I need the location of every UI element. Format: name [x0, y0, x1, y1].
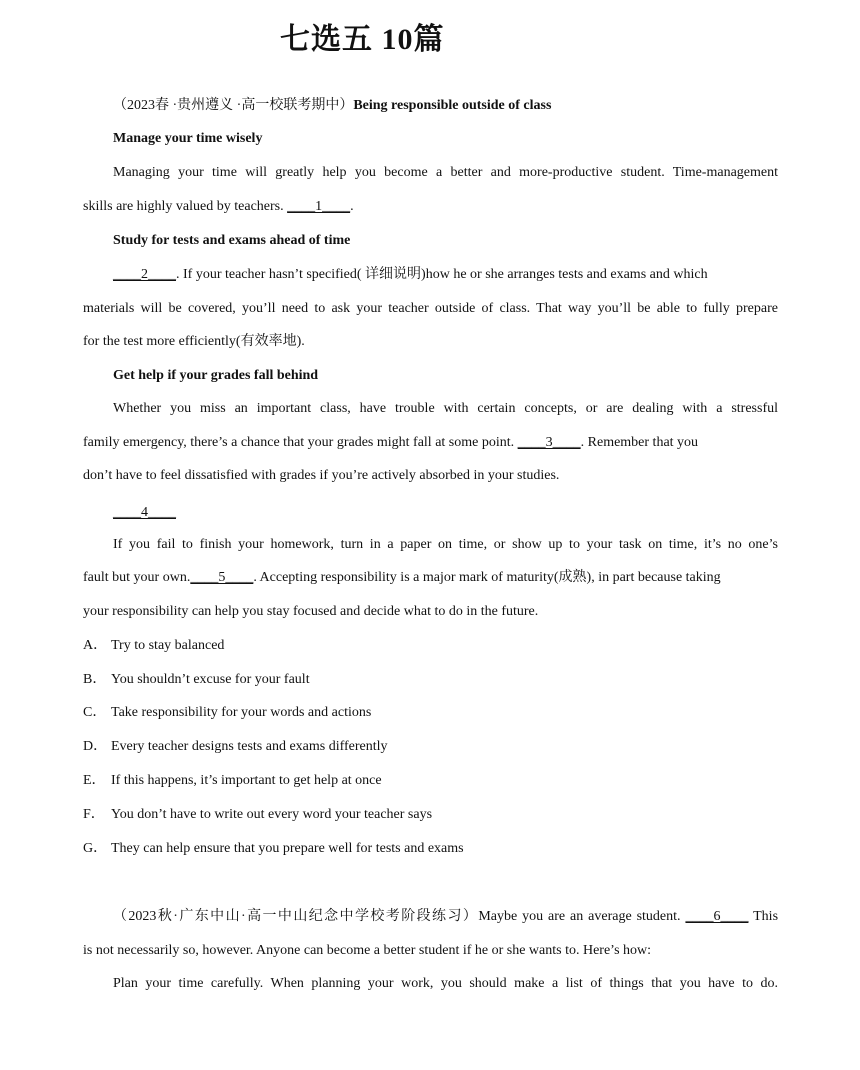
paragraph2-line2: materials will be covered, you’ll need to ask your teacher outside of class. That way you’ll be able to fully prepare — [83, 301, 778, 316]
option-text: Try to stay balanced — [111, 638, 225, 653]
passage2-source: （2023秋·广东中山·高一中山纪念中学校考阶段练习） — [113, 909, 479, 924]
passage1-source: （2023春 ·贵州遵义 ·高一校联考期中） — [113, 98, 354, 113]
option-text: You shouldn’t excuse for your fault — [111, 672, 310, 687]
paragraph1-line1: Managing your time will greatly help you become a better and more-productive student. Time-management — [113, 165, 778, 180]
option-letter: B． — [83, 672, 107, 687]
blank-3: ____3____ — [517, 435, 581, 450]
page-title: 七选五 10篇 — [280, 23, 445, 56]
passage2-text-b: This — [753, 909, 779, 924]
paragraph3-line2 — [83, 433, 698, 453]
paragraph4-line2 — [83, 568, 721, 588]
passage1-heading: Being responsible outside of class — [353, 98, 552, 113]
option-text: You don’t have to write out every word your teacher says — [111, 807, 433, 822]
option-letter: G． — [83, 841, 108, 856]
option-letter: E． — [83, 773, 106, 788]
passage2-line3: Plan your time carefully. When planning your work, you should make a list of things that you have to do. — [113, 976, 778, 991]
paragraph4-line3: your responsibility can help you stay focused and decide what to do in the future. — [83, 604, 539, 619]
paragraph3-line3: don’t have to feel dissatisfied with grades if you’re actively absorbed in your studies. — [83, 468, 560, 483]
paragraph3-text-a: family emergency, there’s a chance that your grades might fall at some point. — [83, 435, 515, 450]
blank-4-line — [113, 503, 176, 523]
passage2-text-a: Maybe you are an average student. — [478, 909, 681, 924]
option-a — [83, 636, 224, 656]
blank-4: ____4____ — [113, 505, 176, 520]
option-letter: A． — [83, 638, 108, 653]
option-text: Every teacher designs tests and exams differently — [111, 739, 388, 754]
option-d — [83, 737, 388, 757]
paragraph2-text: . If your teacher hasn’t specified( 详细说明)how he or she arranges tests and exams and which — [176, 267, 708, 282]
passage2-line1 — [113, 907, 778, 927]
subheading-get-help: Get help if your grades fall behind — [113, 368, 319, 383]
blank-6: ____6____ — [685, 909, 749, 924]
option-letter: F． — [83, 807, 105, 822]
option-c — [83, 703, 371, 723]
option-text: They can help ensure that you prepare well for tests and exams — [111, 841, 464, 856]
blank-2: ____2____ — [113, 267, 176, 282]
subheading-study-ahead: Study for tests and exams ahead of time — [113, 233, 351, 248]
paragraph3-text-b: . Remember that you — [580, 435, 699, 450]
paragraph3-line1: Whether you miss an important class, have trouble with certain concepts, or are dealing with a stressful — [113, 401, 778, 416]
blank-5: ____5____ — [190, 570, 254, 585]
blank-1: ____1____ — [287, 199, 351, 214]
paragraph4-line1: If you fail to finish your homework, turn in a paper on time, or show up to your task on time, it’s no one’s — [113, 537, 778, 552]
option-letter: C． — [83, 705, 107, 720]
paragraph1-text: skills are highly valued by teachers. — [83, 199, 284, 214]
passage1-header — [113, 96, 551, 116]
paragraph1-line2: skills are highly valued by teachers. ____1____. — [83, 199, 354, 214]
paragraph4-text-a: fault but your own. — [83, 570, 191, 585]
option-text: Take responsibility for your words and actions — [111, 705, 372, 720]
paragraph2-line1 — [113, 265, 778, 285]
passage2-line2: is not necessarily so, however. Anyone can become a better student if he or she wants to. Here’s how: — [83, 943, 652, 958]
option-b — [83, 670, 310, 690]
option-e — [83, 771, 382, 791]
paragraph4-text-b: . Accepting responsibility is a major mark of maturity(成熟), in part because taking — [253, 570, 721, 585]
option-text: If this happens, it’s important to get help at once — [111, 773, 382, 788]
paragraph2-line3: for the test more efficiently(有效率地). — [83, 334, 305, 349]
subheading-manage-time: Manage your time wisely — [113, 131, 263, 146]
option-f — [83, 805, 432, 825]
option-letter: D． — [83, 739, 108, 754]
option-g — [83, 839, 464, 859]
